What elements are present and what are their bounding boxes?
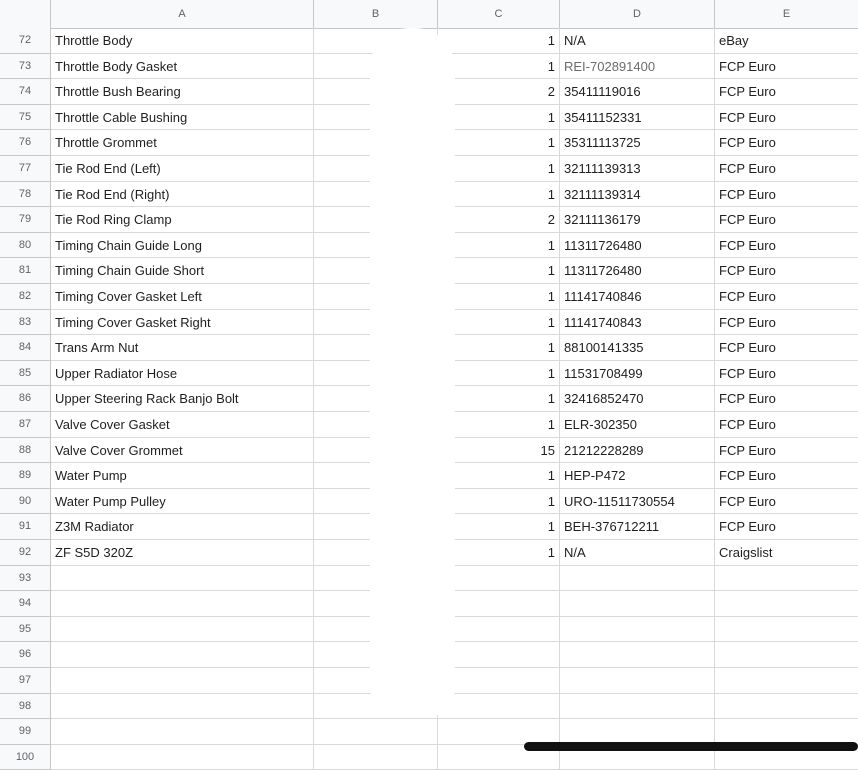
cell-qty[interactable]: 1 [438,386,560,412]
cell-name[interactable]: Timing Cover Gasket Left [51,284,314,310]
cell-vendor[interactable] [715,617,858,643]
row-number[interactable]: 84 [0,335,51,361]
cell-qty[interactable]: 1 [438,105,560,131]
cell-qty[interactable] [438,591,560,617]
cell-vendor[interactable] [715,668,858,694]
cell-part-number[interactable]: N/A [560,540,715,566]
cell-vendor[interactable]: FCP Euro [715,310,858,336]
row-number[interactable]: 98 [0,694,51,720]
row-number[interactable]: 94 [0,591,51,617]
cell-name[interactable]: Timing Cover Gasket Right [51,310,314,336]
cell-vendor[interactable] [715,694,858,720]
cell-name[interactable]: Timing Chain Guide Short [51,258,314,284]
cell-vendor[interactable]: FCP Euro [715,514,858,540]
cell-name[interactable]: Throttle Cable Bushing [51,105,314,131]
cell-vendor[interactable] [715,642,858,668]
cell-name[interactable] [51,668,314,694]
cell-part-number[interactable]: URO-11511730554 [560,489,715,515]
cell-name[interactable]: Z3M Radiator [51,514,314,540]
cell-name[interactable]: Trans Arm Nut [51,335,314,361]
cell-vendor[interactable]: FCP Euro [715,335,858,361]
cell-part-number[interactable]: N/A [560,28,715,54]
row-number[interactable]: 96 [0,642,51,668]
cell-vendor[interactable]: FCP Euro [715,54,858,80]
cell-part-number[interactable] [560,591,715,617]
cell-name[interactable]: Tie Rod End (Left) [51,156,314,182]
cell-part-number[interactable]: 35311113725 [560,130,715,156]
cell-name[interactable] [51,745,314,770]
cell-vendor[interactable]: eBay [715,28,858,54]
row-number[interactable]: 79 [0,207,51,233]
cell-name[interactable]: Upper Steering Rack Banjo Bolt [51,386,314,412]
row-number[interactable]: 93 [0,566,51,592]
column-header-c[interactable]: C [438,0,560,28]
cell-vendor[interactable]: FCP Euro [715,182,858,208]
cell-part-number[interactable]: 32416852470 [560,386,715,412]
cell-part-number[interactable]: 11531708499 [560,361,715,387]
cell-part-number[interactable]: ELR-302350 [560,412,715,438]
row-number[interactable]: 89 [0,463,51,489]
cell-vendor[interactable]: FCP Euro [715,386,858,412]
cell-vendor[interactable]: FCP Euro [715,156,858,182]
cell-name[interactable]: Valve Cover Grommet [51,438,314,464]
cell-part-number[interactable]: 11141740846 [560,284,715,310]
cell-name[interactable] [51,719,314,745]
cell-vendor[interactable]: FCP Euro [715,233,858,259]
cell-part-number[interactable]: 32111139314 [560,182,715,208]
table-row [0,719,858,745]
row-number[interactable]: 78 [0,182,51,208]
cell-part-number[interactable]: 88100141335 [560,335,715,361]
cell-part-number[interactable]: HEP-P472 [560,463,715,489]
cell-qty[interactable] [438,668,560,694]
cell-vendor[interactable] [715,591,858,617]
cell-vendor[interactable]: FCP Euro [715,79,858,105]
row-number[interactable]: 82 [0,284,51,310]
cell-vendor[interactable]: FCP Euro [715,105,858,131]
cell-part-number[interactable]: 11311726480 [560,233,715,259]
cell-name[interactable] [51,591,314,617]
cell-name[interactable]: Throttle Body [51,28,314,54]
cell-name[interactable]: Tie Rod End (Right) [51,182,314,208]
cell-part-number[interactable] [560,566,715,592]
cell-vendor[interactable]: FCP Euro [715,463,858,489]
cell-qty[interactable]: 1 [438,361,560,387]
row-number[interactable]: 73 [0,54,51,80]
horizontal-scrollbar[interactable] [524,742,858,751]
cell-qty[interactable]: 1 [438,258,560,284]
cell-vendor[interactable]: FCP Euro [715,438,858,464]
cell-part-number[interactable] [560,668,715,694]
cell-part-number[interactable]: 35411119016 [560,79,715,105]
cell-part-number[interactable]: 11311726480 [560,258,715,284]
cell-qty[interactable]: 1 [438,233,560,259]
cell-part-number[interactable] [560,642,715,668]
cell-part-number[interactable]: 32111136179 [560,207,715,233]
row-number[interactable]: 86 [0,386,51,412]
cell-qty[interactable]: 1 [438,514,560,540]
row-number[interactable]: 90 [0,489,51,515]
column-header-e[interactable]: E [782,8,791,20]
cell-qty[interactable]: 1 [438,412,560,438]
cell-qty[interactable]: 2 [438,207,560,233]
cell-vendor[interactable]: FCP Euro [715,130,858,156]
cell-qty[interactable]: 1 [438,310,560,336]
row-number[interactable]: 80 [0,233,51,259]
cell-name[interactable] [51,642,314,668]
cell-name[interactable]: Tie Rod Ring Clamp [51,207,314,233]
row-number[interactable]: 100 [0,745,51,770]
cell-qty[interactable] [438,719,560,745]
cell-qty[interactable] [438,617,560,643]
row-number[interactable]: 87 [0,412,51,438]
redaction-mark [370,28,455,718]
row-number[interactable]: 77 [0,156,51,182]
cell-b[interactable] [314,745,438,770]
cell-part-number[interactable]: 21212228289 [560,438,715,464]
row-number[interactable]: 88 [0,438,51,464]
column-header-b[interactable]: B [314,0,438,28]
cell-qty[interactable]: 1 [438,130,560,156]
cell-name[interactable]: Upper Radiator Hose [51,361,314,387]
row-number[interactable]: 72 [0,28,51,54]
cell-vendor[interactable] [715,719,858,745]
cell-qty[interactable]: 1 [438,540,560,566]
cell-vendor[interactable]: Craigslist [715,540,858,566]
row-number[interactable]: 91 [0,514,51,540]
cell-part-number[interactable]: 11141740843 [560,310,715,336]
column-header-row [0,0,858,29]
row-number[interactable]: 83 [0,310,51,336]
row-number[interactable]: 99 [0,719,51,745]
cell-name[interactable]: Throttle Body Gasket [51,54,314,80]
cell-part-number[interactable]: 35411152331 [560,105,715,131]
cell-name[interactable]: Timing Chain Guide Long [51,233,314,259]
cell-name[interactable]: ZF S5D 320Z [51,540,314,566]
row-number[interactable]: 85 [0,361,51,387]
cell-qty[interactable] [438,642,560,668]
cell-name[interactable]: Throttle Grommet [51,130,314,156]
row-number[interactable]: 76 [0,130,51,156]
row-number[interactable]: 95 [0,617,51,643]
cell-vendor[interactable]: FCP Euro [715,284,858,310]
cell-vendor[interactable]: FCP Euro [715,412,858,438]
cell-qty[interactable] [438,566,560,592]
cell-vendor[interactable] [715,566,858,592]
cell-qty[interactable]: 1 [438,156,560,182]
cell-part-number[interactable]: 32111139313 [560,156,715,182]
row-number[interactable]: 97 [0,668,51,694]
cell-vendor[interactable]: FCP Euro [715,361,858,387]
cell-qty[interactable]: 1 [438,28,560,54]
cell-qty[interactable]: 1 [438,463,560,489]
cell-qty[interactable]: 1 [438,54,560,80]
cell-name[interactable] [51,617,314,643]
row-number[interactable]: 92 [0,540,51,566]
cell-name[interactable] [51,566,314,592]
row-number[interactable]: 74 [0,79,51,105]
column-header-a[interactable]: A [51,0,314,28]
cell-name[interactable]: Water Pump [51,463,314,489]
cell-qty[interactable]: 1 [438,489,560,515]
cell-qty[interactable]: 2 [438,79,560,105]
cell-part-number[interactable] [560,694,715,720]
cell-part-number[interactable] [560,617,715,643]
cell-part-number[interactable]: REI-702891400 [560,54,715,80]
row-number[interactable]: 75 [0,105,51,131]
cell-vendor[interactable]: FCP Euro [715,258,858,284]
column-header-d[interactable]: D [560,0,715,28]
cell-qty[interactable]: 1 [438,284,560,310]
cell-qty[interactable]: 1 [438,335,560,361]
cell-name[interactable]: Throttle Bush Bearing [51,79,314,105]
cell-qty[interactable]: 15 [438,438,560,464]
row-number[interactable]: 81 [0,258,51,284]
cell-name[interactable]: Valve Cover Gasket [51,412,314,438]
cell-qty[interactable]: 1 [438,182,560,208]
cell-part-number[interactable]: BEH-376712211 [560,514,715,540]
cell-b[interactable] [314,719,438,745]
cell-vendor[interactable]: FCP Euro [715,207,858,233]
cell-qty[interactable] [438,694,560,720]
cell-name[interactable]: Water Pump Pulley [51,489,314,515]
cell-vendor[interactable]: FCP Euro [715,489,858,515]
cell-name[interactable] [51,694,314,720]
cell-part-number[interactable] [560,719,715,745]
select-all-corner[interactable] [0,0,51,28]
